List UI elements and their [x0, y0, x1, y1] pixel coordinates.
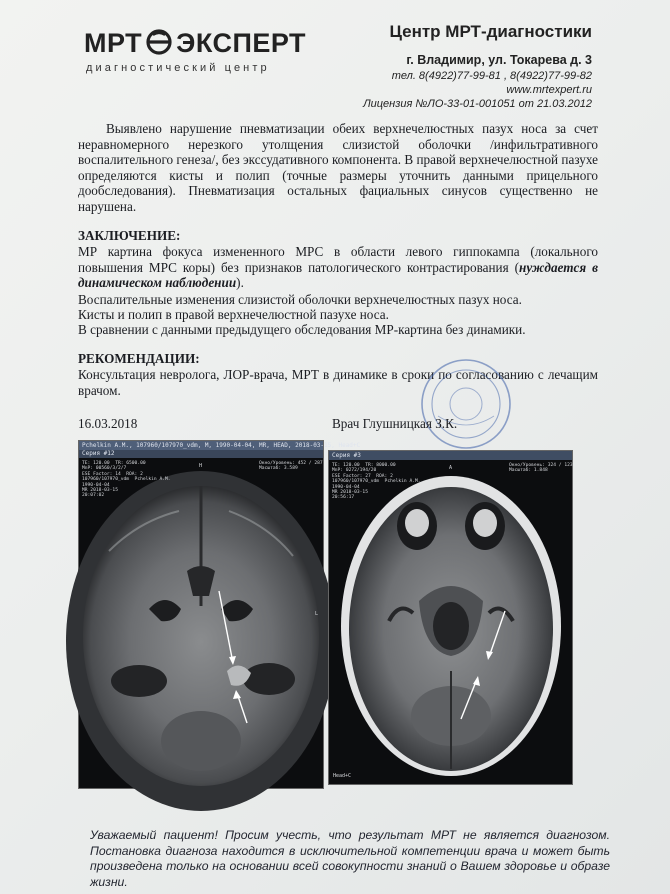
- mri-left-series: Серия #12: [79, 450, 323, 458]
- conclusion-line-1-text: МР картина фокуса измененного МРС в области левого гиппокампа (локального повышения МРС коры) без признаков патологического контрастирования (: [78, 244, 598, 275]
- clinic-phones: тел. 8(4922)77-99-81 , 8(4922)77-99-82: [391, 70, 592, 82]
- mri-right-orient-top: A: [449, 465, 453, 471]
- clinic-website: www.mrtexpert.ru: [506, 84, 592, 96]
- mri-left-orient-top: H: [199, 463, 203, 469]
- report-date: 16.03.2018: [78, 416, 138, 431]
- conclusion-line-3: Кисты и полип в правой верхнечелюстной пазухе носа.: [78, 307, 389, 322]
- mri-right-params: TE: 120.00 TR: 8000.00 MnP: 0272/194/20 ESE Factor: 27 ROA: 2 107960/107970_vdm Pchelkin A.M. 1990-04-04 MR 2018-03-15 20:56:17: [332, 463, 421, 501]
- clinic-license: Лицензия №ЛО-33-01-001051 от 21.03.2012: [363, 98, 592, 110]
- mri-right-series: Серия #3: [329, 451, 572, 460]
- clinic-stamp: [418, 356, 514, 452]
- logo-wordmark: [84, 28, 306, 59]
- logo-text-left: МРТ: [84, 28, 143, 58]
- clinic-address: г. Владимир, ул. Токарева д. 3: [406, 53, 592, 67]
- clinic-info: [363, 22, 592, 111]
- mri-image-axial: [328, 450, 573, 785]
- mri-left-window: Окно/Уровень: 452 / 287 Масштаб: 3.589: [259, 461, 323, 472]
- patient-notice: Уважаемый пациент! Просим учесть, что результат МРТ не является диагнозом. Постановка диагноза находится в исключительной компетенции врача и может быть произведена только на основании всей совокупности знаний о Вашем здоровье и образе жизни.: [90, 828, 610, 889]
- logo-text-right: ЭКСПЕРТ: [176, 28, 307, 58]
- conclusion-emphasis: нуждается в динамическом наблюдении: [78, 259, 598, 290]
- conclusion-heading: ЗАКЛЮЧЕНИЕ:: [78, 228, 181, 243]
- conclusion-line-1-end: ).: [236, 275, 244, 290]
- findings-paragraph: Выявлено нарушение пневматизации обеих верхнечелюстных пазух носа за счет неравномерного нерезкого утолщения слизистой оболочки /инфильтративного воспалительного генеза/, без экссудативного компонента. В правой верхнечелюстной пазухе определяются кисты и полип (точные размеры уточнить данными прицельного дообследования). Пневматизация остальных фациальных синусов существенно не нарушена.: [78, 121, 598, 214]
- recommendations-heading: РЕКОМЕНДАЦИИ:: [78, 351, 200, 366]
- logo-subtitle: диагностический центр: [86, 62, 270, 74]
- conclusion-line-1: [78, 244, 598, 291]
- mri-left-params: TE: 120.00 TR: 6500.00 MnP: 00560/3/2/7 ESE Factor: 14 ROA: 2 107960/107970_vdm Pchelkin A.M. 1990-04-04 MR 2018-03-15 20:07:02: [82, 461, 171, 499]
- mri-left-title-bar: Pchelkin A.M., 107960/107970_vdm, M, 1990-04-04, MR, HEAD, 2018-03-15, Head+C: [79, 441, 323, 450]
- logo-mark-icon: [144, 29, 174, 55]
- mri-right-orient-bottom: Head+C: [333, 773, 352, 779]
- recommendations-text: Консультация невролога, ЛОР-врача, МРТ в динамике в сроки по согласованию с лечащим врачом.: [78, 367, 598, 398]
- mri-right-window: Окно/Уровень: 324 / 123 Масштаб: 1.848: [509, 463, 573, 474]
- mri-axial-picture: [329, 451, 572, 784]
- doctor-signature: Врач Глушницкая З.К.: [332, 416, 458, 431]
- conclusion-line-2: Воспалительные изменения слизистой оболочки верхнечелюстных пазух носа.: [78, 292, 522, 307]
- logo: [84, 28, 324, 78]
- conclusion-line-4: В сравнении с данными предыдущего обследования МР-картина без динамики.: [78, 322, 526, 337]
- mri-left-orient-right: L: [315, 611, 319, 617]
- center-title: Центр МРТ-диагностики: [389, 22, 592, 41]
